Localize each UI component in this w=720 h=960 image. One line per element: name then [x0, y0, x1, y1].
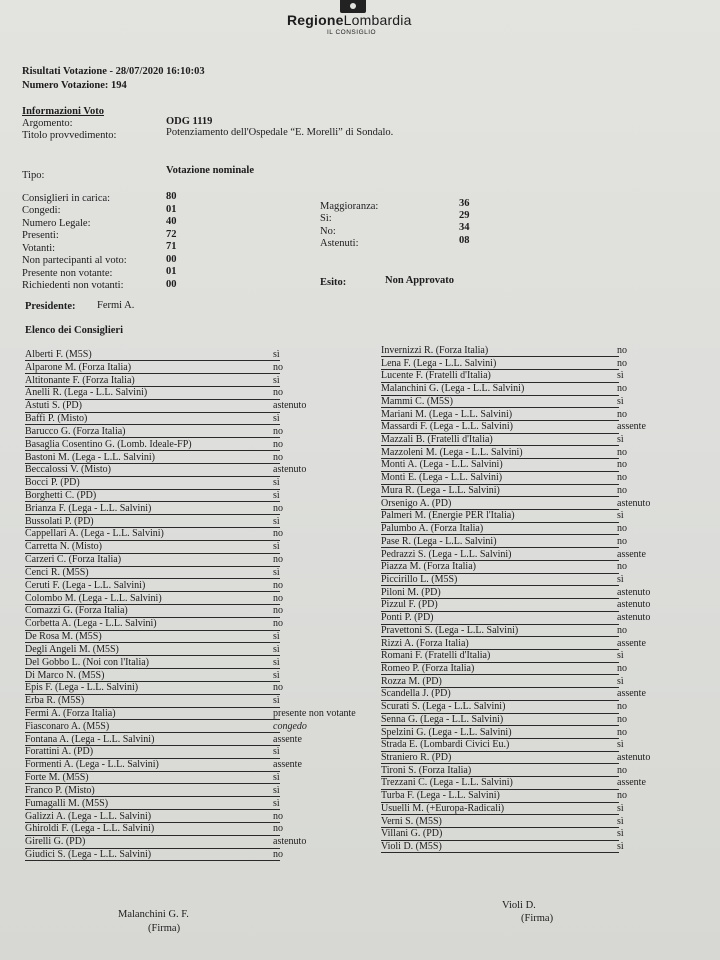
- member-row: [381, 523, 681, 535]
- member-vote: no: [617, 663, 627, 674]
- member-name: Pedrazzi S. (Lega - L.L. Salvini): [381, 548, 512, 560]
- member-vote: no: [617, 790, 627, 802]
- member-row: [381, 434, 681, 446]
- member-row: [25, 516, 380, 528]
- stat-value: 00: [166, 254, 177, 265]
- member-vote: no: [617, 459, 627, 471]
- member-name: Mazzali B. (Fratelli d'Italia): [381, 434, 493, 446]
- argomento-value: ODG 1119: [166, 116, 213, 127]
- member-row: [25, 682, 380, 694]
- presidente-value: Fermi A.: [97, 300, 135, 311]
- member-name: Cappellari A. (Lega - L.L. Salvini): [25, 528, 164, 540]
- member-row: [381, 510, 681, 522]
- member-name: Romeo P. (Forza Italia): [381, 663, 475, 674]
- stat-value: 40: [166, 216, 177, 227]
- member-row: [25, 849, 380, 861]
- member-name: Mazzoleni M. (Lega - L.L. Salvini): [381, 446, 523, 458]
- member-row: [25, 695, 380, 707]
- member-vote: sì: [273, 656, 280, 668]
- member-row: [381, 752, 681, 764]
- elenco-heading: Elenco dei Consiglieri: [25, 325, 123, 336]
- member-name: Trezzani C. (Lega - L.L. Salvini): [381, 777, 513, 789]
- member-vote: sì: [617, 573, 624, 585]
- member-vote: no: [617, 383, 627, 395]
- member-name: Senna G. (Lega - L.L. Salvini): [381, 713, 504, 725]
- member-vote: astenuto: [273, 400, 307, 412]
- info-heading: Informazioni Voto: [22, 106, 104, 117]
- member-vote: astenuto: [617, 497, 651, 509]
- member-name: Usuelli M. (+Europa-Radicali): [381, 802, 505, 814]
- stat-value: 72: [166, 229, 177, 240]
- member-row: [381, 421, 681, 433]
- logo-subtitle: IL CONSIGLIO: [327, 29, 377, 36]
- member-name: Tironi S. (Forza Italia): [381, 764, 472, 776]
- member-name: Degli Angeli M. (M5S): [25, 643, 119, 655]
- member-vote: sì: [273, 490, 280, 502]
- member-name: Malanchini G. (Lega - L.L. Salvini): [381, 383, 525, 395]
- member-vote: sì: [617, 739, 624, 751]
- member-vote: sì: [273, 349, 280, 360]
- stat-label: Maggioranza:: [320, 201, 379, 212]
- member-row: [381, 625, 681, 637]
- member-vote: no: [273, 810, 283, 822]
- member-vote: no: [617, 472, 627, 484]
- member-name: Baffi P. (Misto): [25, 413, 88, 425]
- member-row: [381, 599, 681, 611]
- member-name: Invernizzi R. (Forza Italia): [381, 345, 489, 356]
- stat-label: Sì:: [320, 213, 332, 224]
- member-name: Violi D. (M5S): [381, 841, 442, 853]
- member-row: [25, 631, 380, 643]
- member-row: [25, 811, 380, 823]
- titolo-label: Titolo provvedimento:: [22, 130, 117, 141]
- member-vote: sì: [617, 510, 624, 522]
- member-row: [381, 587, 681, 599]
- logo-title: [287, 12, 412, 28]
- stat-label: Non partecipanti al voto:: [22, 255, 127, 266]
- tipo-value: Votazione nominale: [166, 165, 254, 176]
- member-name: Franco P. (Misto): [25, 784, 95, 796]
- member-row: [25, 387, 380, 399]
- stat-value: 36: [459, 198, 470, 209]
- member-name: Palumbo A. (Forza Italia): [381, 523, 484, 535]
- member-vote: sì: [617, 802, 624, 814]
- member-row: [25, 452, 380, 464]
- stat-label: No:: [320, 226, 336, 237]
- member-row: [381, 828, 681, 840]
- member-row: [381, 396, 681, 408]
- member-row: [25, 400, 380, 412]
- member-row: [25, 746, 380, 758]
- member-name: Carretta N. (Misto): [25, 541, 102, 553]
- member-row: [25, 772, 380, 784]
- member-vote: sì: [617, 815, 624, 827]
- stat-label: Consiglieri in carica:: [22, 193, 111, 204]
- member-name: Romani F. (Fratelli d'Italia): [381, 650, 491, 662]
- member-vote: sì: [273, 669, 280, 681]
- member-vote: astenuto: [273, 464, 307, 476]
- member-vote: no: [617, 726, 627, 738]
- member-row: [381, 638, 681, 650]
- member-vote: sì: [617, 370, 624, 382]
- member-row: [25, 734, 380, 746]
- stat-label: Congedi:: [22, 205, 61, 216]
- member-name: Piloni M. (PD): [381, 586, 441, 598]
- member-row: [25, 426, 380, 438]
- member-row: [25, 413, 380, 425]
- member-vote: sì: [273, 695, 280, 707]
- member-vote: astenuto: [273, 836, 307, 848]
- member-vote: sì: [617, 675, 624, 687]
- member-vote: no: [617, 701, 627, 713]
- member-row: [381, 816, 681, 828]
- member-row: [25, 644, 380, 656]
- member-name: Rizzi A. (Forza Italia): [381, 637, 469, 649]
- results-title: Risultati Votazione - 28/07/2020 16:10:03: [22, 66, 205, 77]
- member-row: [25, 362, 380, 374]
- member-row: [381, 358, 681, 370]
- member-row: [25, 528, 380, 540]
- member-name: Alberti F. (M5S): [25, 349, 92, 360]
- member-row: [381, 714, 681, 726]
- member-row: [381, 574, 681, 586]
- member-row: [25, 464, 380, 476]
- member-name: Beccalossi V. (Misto): [25, 464, 112, 476]
- member-name: Epis F. (Lega - L.L. Salvini): [25, 682, 139, 694]
- member-name: Pravettoni S. (Lega - L.L. Salvini): [381, 624, 519, 636]
- signature-left-role: (Firma): [148, 923, 181, 934]
- member-vote: no: [617, 624, 627, 636]
- member-vote: no: [273, 848, 283, 860]
- member-name: Corbetta A. (Lega - L.L. Salvini): [25, 618, 157, 630]
- member-row: [381, 370, 681, 382]
- member-vote: no: [273, 579, 283, 591]
- member-row: [25, 567, 380, 579]
- member-name: Colombo M. (Lega - L.L. Salvini): [25, 592, 162, 604]
- member-vote: sì: [617, 828, 624, 840]
- member-vote: no: [273, 502, 283, 514]
- member-row: [25, 375, 380, 387]
- member-row: [381, 612, 681, 624]
- member-row: [381, 790, 681, 802]
- titolo-value: Potenziamento dell'Ospedale “E. Morelli” di Sondalo.: [166, 127, 394, 138]
- member-name: Basaglia Cosentino G. (Lomb. Ideale-FP): [25, 438, 192, 450]
- stat-value: 01: [166, 204, 177, 215]
- member-name: Cenci R. (M5S): [25, 566, 89, 578]
- member-vote: no: [273, 451, 283, 463]
- member-vote: no: [273, 592, 283, 604]
- member-row: [25, 798, 380, 810]
- member-name: Forattini A. (PD): [25, 746, 94, 758]
- member-row: [25, 836, 380, 848]
- member-vote: no: [617, 484, 627, 496]
- member-name: Forte M. (M5S): [25, 772, 89, 784]
- member-row: [381, 447, 681, 459]
- member-row: [25, 554, 380, 566]
- member-vote: assente: [273, 759, 302, 771]
- member-vote: sì: [617, 395, 624, 407]
- member-vote: no: [617, 764, 627, 776]
- member-name: Fermi A. (Forza Italia): [25, 707, 116, 719]
- member-name: Di Marco N. (M5S): [25, 669, 105, 681]
- member-vote: sì: [617, 434, 624, 446]
- logo-bold-text: Regione: [287, 12, 344, 28]
- member-vote: assente: [273, 733, 302, 745]
- signature-left-name: Malanchini G. F.: [118, 909, 189, 920]
- member-vote: sì: [273, 772, 280, 784]
- member-vote: astenuto: [617, 599, 651, 611]
- member-name: Comazzi G. (Forza Italia): [25, 605, 128, 617]
- member-name: Mariani M. (Lega - L.L. Salvini): [381, 408, 513, 420]
- member-name: Bastoni M. (Lega - L.L. Salvini): [25, 451, 155, 463]
- member-name: Lena F. (Lega - L.L. Salvini): [381, 357, 497, 369]
- member-name: Galizzi A. (Lega - L.L. Salvini): [25, 810, 152, 822]
- vote-number: Numero Votazione: 194: [22, 80, 127, 91]
- member-name: Verni S. (M5S): [381, 815, 442, 827]
- member-name: Carzeri C. (Forza Italia): [25, 554, 122, 566]
- member-vote: sì: [273, 515, 280, 527]
- member-vote: no: [617, 523, 627, 535]
- member-underline: [381, 852, 619, 853]
- member-vote: no: [273, 618, 283, 630]
- member-name: Scurati S. (Lega - L.L. Salvini): [381, 701, 506, 713]
- member-name: Borghetti C. (PD): [25, 490, 97, 502]
- member-name: Ceruti F. (Lega - L.L. Salvini): [25, 579, 146, 591]
- member-vote: astenuto: [617, 752, 651, 764]
- member-vote: assente: [617, 777, 646, 789]
- signature-right-name: Violi D.: [502, 900, 536, 911]
- signature-right-role: (Firma): [521, 913, 554, 924]
- member-name: Fontana A. (Lega - L.L. Salvini): [25, 733, 155, 745]
- member-row: [381, 803, 681, 815]
- member-name: Brianza F. (Lega - L.L. Salvini): [25, 502, 152, 514]
- member-vote: sì: [273, 797, 280, 809]
- member-row: [25, 541, 380, 553]
- member-vote: no: [617, 713, 627, 725]
- member-name: Piccirillo L. (M5S): [381, 573, 458, 585]
- member-name: Altitonante F. (Forza Italia): [25, 374, 135, 386]
- stat-value: 08: [459, 235, 470, 246]
- esito-value: Non Approvato: [385, 275, 454, 286]
- member-row: [381, 765, 681, 777]
- stat-label: Numero Legale:: [22, 218, 91, 229]
- esito-label: Esito:: [320, 277, 347, 288]
- member-name: Lucente F. (Fratelli d'Italia): [381, 370, 491, 382]
- member-row: [381, 472, 681, 484]
- member-vote: no: [273, 682, 283, 694]
- member-row: [381, 409, 681, 421]
- member-vote: presente non votante: [273, 707, 356, 719]
- member-vote: sì: [617, 841, 624, 853]
- member-vote: no: [273, 361, 283, 373]
- member-vote: assente: [617, 688, 646, 700]
- stat-label: Astenuti:: [320, 238, 359, 249]
- member-name: Alparone M. (Forza Italia): [25, 361, 132, 373]
- member-name: Fumagalli M. (M5S): [25, 797, 109, 809]
- member-row: [25, 477, 380, 489]
- member-row: [25, 759, 380, 771]
- member-row: [25, 349, 380, 361]
- member-vote: assente: [617, 421, 646, 433]
- member-name: Fiasconaro A. (M5S): [25, 720, 110, 732]
- member-name: Palmeri M. (Energie PER l'Italia): [381, 510, 515, 522]
- argomento-label: Argomento:: [22, 118, 73, 129]
- member-name: Massardi F. (Lega - L.L. Salvini): [381, 421, 513, 433]
- member-vote: astenuto: [617, 586, 651, 598]
- member-name: Ponti P. (PD): [381, 612, 434, 624]
- member-row: [381, 841, 681, 853]
- member-vote: no: [617, 345, 627, 356]
- member-vote: sì: [273, 746, 280, 758]
- member-name: Del Gobbo L. (Noi con l'Italia): [25, 656, 149, 668]
- member-row: [381, 688, 681, 700]
- tipo-label: Tipo:: [22, 170, 45, 181]
- member-name: Mammi C. (M5S): [381, 395, 453, 407]
- member-row: [25, 593, 380, 605]
- member-vote: no: [617, 535, 627, 547]
- member-vote: sì: [273, 477, 280, 489]
- member-row: [25, 708, 380, 720]
- member-vote: sì: [617, 650, 624, 662]
- member-vote: no: [273, 528, 283, 540]
- member-vote: assente: [617, 637, 646, 649]
- member-vote: assente: [617, 548, 646, 560]
- member-name: Spelzini G. (Lega - L.L. Salvini): [381, 726, 512, 738]
- stat-label: Presenti:: [22, 230, 59, 241]
- member-vote: no: [617, 408, 627, 420]
- member-row: [381, 663, 681, 675]
- member-row: [381, 459, 681, 471]
- member-name: Turba F. (Lega - L.L. Salvini): [381, 790, 500, 802]
- member-row: [25, 580, 380, 592]
- member-row: [381, 549, 681, 561]
- member-vote: no: [273, 438, 283, 450]
- member-row: [25, 490, 380, 502]
- member-vote: no: [273, 425, 283, 437]
- stat-value: 29: [459, 210, 470, 221]
- member-row: [381, 676, 681, 688]
- member-name: Orsenigo A. (PD): [381, 497, 452, 509]
- member-row: [25, 605, 380, 617]
- stat-value: 01: [166, 266, 177, 277]
- member-name: Bocci P. (PD): [25, 477, 80, 489]
- member-name: Astuti S. (PD): [25, 400, 82, 412]
- member-vote: no: [617, 446, 627, 458]
- member-name: Villani G. (PD): [381, 828, 443, 840]
- member-name: Pase R. (Lega - L.L. Salvini): [381, 535, 497, 547]
- member-name: Bussolati P. (PD): [25, 515, 94, 527]
- member-vote: sì: [273, 631, 280, 643]
- member-name: Strada E. (Lombardi Civici Eu.): [381, 739, 510, 751]
- member-row: [381, 536, 681, 548]
- member-name: Scandella J. (PD): [381, 688, 451, 700]
- stat-value: 00: [166, 279, 177, 290]
- member-row: [381, 561, 681, 573]
- member-name: De Rosa M. (M5S): [25, 631, 102, 643]
- member-row: [25, 439, 380, 451]
- member-row: [25, 657, 380, 669]
- member-name: Monti A. (Lega - L.L. Salvini): [381, 459, 503, 471]
- stat-label: Richiedenti non votanti:: [22, 280, 124, 291]
- member-row: [381, 383, 681, 395]
- member-name: Barucco G. (Forza Italia): [25, 425, 126, 437]
- member-underline: [25, 860, 280, 861]
- member-vote: no: [273, 387, 283, 399]
- member-row: [381, 650, 681, 662]
- stat-value: 80: [166, 191, 177, 202]
- member-row: [381, 345, 681, 357]
- member-vote: congedo: [273, 720, 307, 732]
- member-row: [381, 701, 681, 713]
- member-name: Formenti A. (Lega - L.L. Salvini): [25, 759, 159, 771]
- member-name: Girelli G. (PD): [25, 836, 86, 848]
- presidente-label: Presidente:: [25, 301, 76, 312]
- member-vote: no: [617, 357, 627, 369]
- member-row: [25, 618, 380, 630]
- member-vote: sì: [273, 784, 280, 796]
- member-row: [25, 721, 380, 733]
- member-vote: sì: [273, 374, 280, 386]
- member-row: [381, 777, 681, 789]
- member-name: Anelli R. (Lega - L.L. Salvini): [25, 387, 148, 399]
- member-row: [25, 670, 380, 682]
- stat-label: Votanti:: [22, 243, 56, 254]
- member-vote: sì: [273, 413, 280, 425]
- member-vote: sì: [273, 541, 280, 553]
- member-name: Ghiroldi F. (Lega - L.L. Salvini): [25, 823, 155, 835]
- member-vote: no: [273, 605, 283, 617]
- member-vote: no: [273, 823, 283, 835]
- member-vote: astenuto: [617, 612, 651, 624]
- member-row: [25, 785, 380, 797]
- stat-value: 71: [166, 241, 177, 252]
- member-row: [381, 727, 681, 739]
- member-name: Mura R. (Lega - L.L. Salvini): [381, 484, 500, 496]
- member-name: Erba R. (M5S): [25, 695, 85, 707]
- member-name: Monti E. (Lega - L.L. Salvini): [381, 472, 503, 484]
- member-vote: no: [273, 554, 283, 566]
- member-row: [25, 503, 380, 515]
- member-vote: no: [617, 561, 627, 573]
- member-row: [381, 739, 681, 751]
- stat-value: 34: [459, 222, 470, 233]
- member-row: [25, 823, 380, 835]
- member-row: [381, 485, 681, 497]
- member-name: Giudici S. (Lega - L.L. Salvini): [25, 848, 152, 860]
- member-row: [381, 498, 681, 510]
- logo-light-text: Lombardia: [343, 12, 412, 28]
- stat-label: Presente non votante:: [22, 268, 113, 279]
- member-name: Piazza M. (Forza Italia): [381, 561, 476, 573]
- member-vote: sì: [273, 566, 280, 578]
- member-vote: sì: [273, 643, 280, 655]
- member-name: Pizzul F. (PD): [381, 599, 438, 611]
- member-name: Straniero R. (PD): [381, 752, 452, 764]
- member-name: Rozza M. (PD): [381, 675, 442, 687]
